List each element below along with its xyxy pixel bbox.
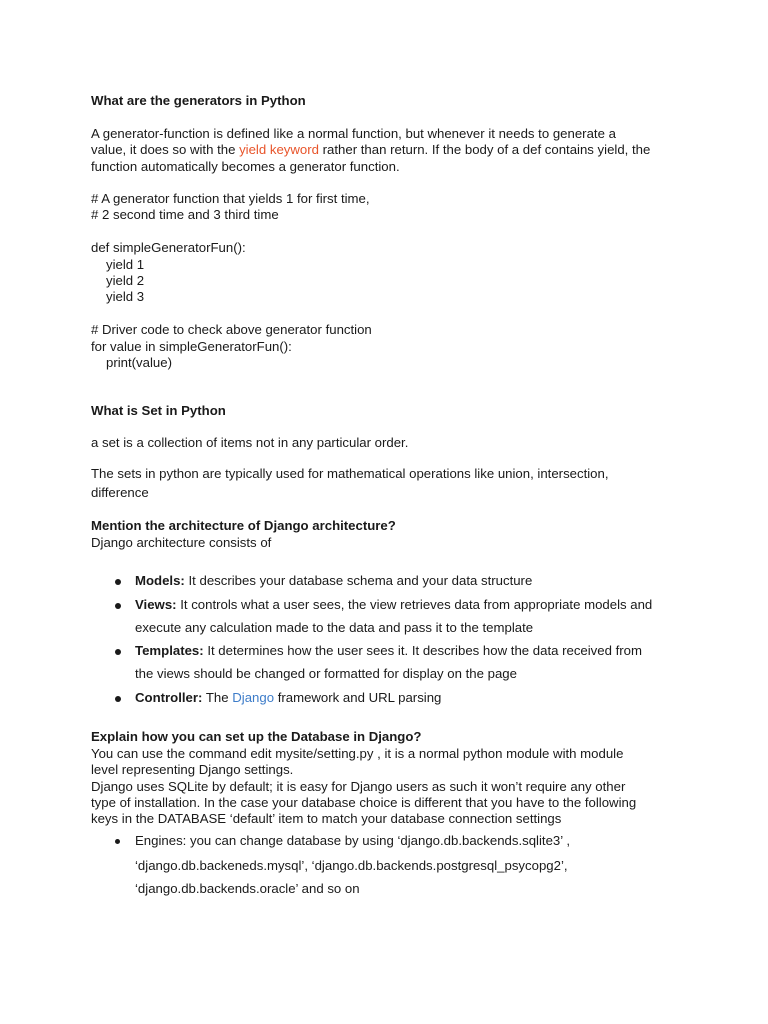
list-text: It describes your database schema and your data structure — [184, 573, 533, 588]
list-text: It determines how the user sees it. It describes how the data received from — [203, 643, 642, 658]
heading-set: What is Set in Python — [91, 403, 226, 418]
code-line: for value in simpleGeneratorFun(): — [91, 339, 292, 354]
database-paragraph-line: You can use the command edit mysite/setting.py , it is a normal python module with module — [91, 746, 624, 761]
database-paragraph-line: keys in the DATABASE ‘default’ item to match your database connection settings — [91, 811, 562, 826]
engines-line-2: ‘django.db.backeneds.mysql’, ‘django.db.backends.postgresql_psycopg2’, — [135, 858, 568, 873]
set-paragraph-1: a set is a collection of items not in any particular order. — [91, 435, 409, 450]
yield-keyword-link[interactable]: yield keyword — [239, 142, 319, 157]
bullet-icon — [115, 696, 121, 702]
engines-line-3: ‘django.db.backends.oracle’ and so on — [135, 881, 360, 896]
list-text: framework and URL parsing — [274, 690, 442, 705]
list-item-views-line-2: execute any calculation made to the data and pass it to the template — [135, 620, 534, 635]
list-term: Views: — [135, 597, 177, 612]
code-line: yield 1 — [106, 257, 145, 272]
generators-paragraph-line-2 — [91, 142, 650, 158]
list-item-templates — [135, 643, 642, 659]
heading-generators: What are the generators in Python — [91, 93, 306, 108]
code-line: # 2 second time and 3 third time — [91, 207, 279, 222]
code-line: print(value) — [106, 355, 172, 370]
text-fragment: value, it does so with the — [91, 142, 240, 157]
list-term: Controller: — [135, 690, 203, 705]
list-text: The — [202, 690, 233, 705]
list-text: It controls what a user sees, the view retrieves data from appropriate models and — [176, 597, 653, 612]
code-line: # Driver code to check above generator function — [91, 322, 372, 337]
generators-paragraph-line-1: A generator-function is defined like a normal function, but whenever it needs to generate a — [91, 126, 616, 141]
database-paragraph-line: level representing Django settings. — [91, 762, 294, 777]
bullet-icon — [115, 649, 121, 655]
code-line: # A generator function that yields 1 for first time, — [91, 191, 370, 206]
list-term: Templates: — [135, 643, 204, 658]
generators-paragraph-line-3: function automatically becomes a generator function. — [91, 159, 400, 174]
bullet-icon — [115, 603, 121, 609]
engines-line-1: Engines: you can change database by using ‘django.db.backends.sqlite3’ , — [135, 833, 571, 848]
list-item-views — [135, 597, 652, 613]
database-paragraph-line: type of installation. In the case your database choice is different that you have to the following — [91, 795, 637, 810]
list-item-controller — [135, 690, 441, 706]
list-term: Models: — [135, 573, 185, 588]
django-architecture-intro: Django architecture consists of — [91, 535, 272, 550]
set-paragraph-2-line-1: The sets in python are typically used for mathematical operations like union, intersection, — [91, 466, 609, 481]
code-line: yield 2 — [106, 273, 145, 288]
database-paragraph-line: Django uses SQLite by default; it is easy for Django users as such it won’t require any other — [91, 779, 626, 794]
heading-database-setup: Explain how you can set up the Database in Django? — [91, 729, 422, 744]
heading-django-architecture: Mention the architecture of Django architecture? — [91, 518, 396, 533]
set-paragraph-2-line-2: difference — [91, 485, 149, 500]
list-item-templates-line-2: the views should be changed or formatted for display on the page — [135, 666, 517, 681]
text-fragment: rather than return. If the body of a def contains yield, the — [318, 142, 651, 157]
django-link[interactable]: Django — [232, 690, 275, 705]
list-item-models — [135, 573, 532, 589]
code-line: def simpleGeneratorFun(): — [91, 240, 246, 255]
bullet-icon — [115, 579, 121, 585]
bullet-icon — [115, 839, 120, 844]
code-line: yield 3 — [106, 289, 145, 304]
